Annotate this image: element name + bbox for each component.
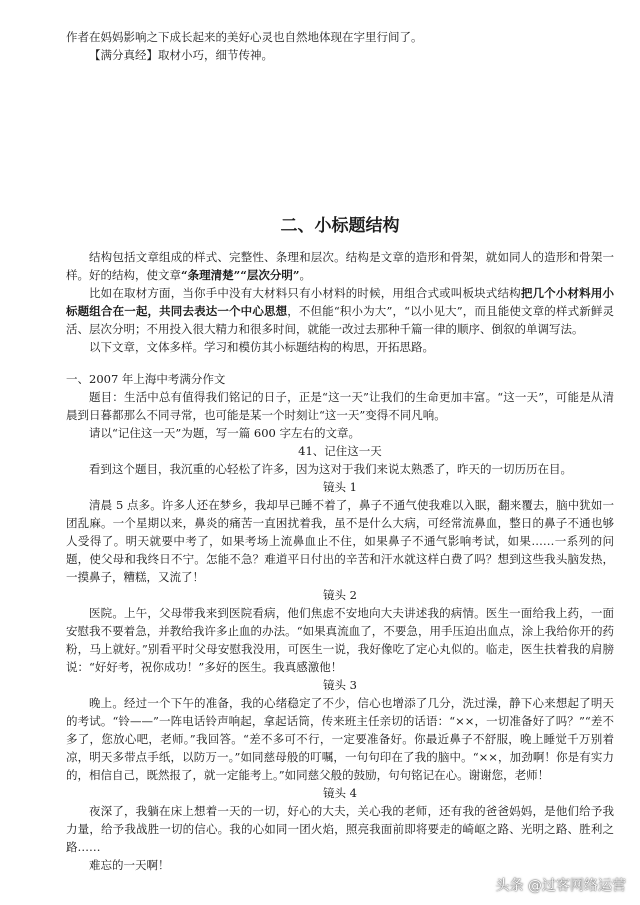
review-text: 取材小巧，细节传神。 xyxy=(158,48,273,62)
shot-text: 晚上。经过一个下午的准备，我的心绪稳定了不少，信心也增添了几分，洗过澡，静下心来想起了明天的考试。“铃——”一阵电话铃声响起，拿起话筒，传来班主任亲切的话语：“××，一切准备好了吗？”“差不多了，您放心吧，老师。”我回答。“差不多可不行，一定要准备好。你最近鼻子不舒服，晚上睡觉千万别着凉，明天多带点手纸，以防万一。”如同慈母般的叮嘱，一句句印在了我的脑中。“××，加劲啊！你是有实力的，相信自己，既然报了，就一定能考上。”如同慈父般的鼓励，句句铭记在心。谢谢您，老师！ xyxy=(66,696,614,782)
shot-label: 镜头 4 xyxy=(323,786,357,800)
para2-text: 比如在取材方面，当你手中没有大材料只有小材料的时候，用组合式或叫板块式结构 xyxy=(89,286,521,300)
section-title: 二、小标题结构 xyxy=(280,216,400,236)
watermark: 头条 @过客网络运营 xyxy=(495,878,626,894)
shot-label: 镜头 3 xyxy=(323,678,357,692)
shot-label: 镜头 1 xyxy=(323,480,357,494)
para2-end: ，不但能“积小为大”，“以小见大”，而且能使文章的样式新鲜灵活、层次分明；不用投入很大精力和很多时间，就能一改过去那种千篇一律的顺序、倒叙的单调写法。 xyxy=(66,304,614,336)
para1-emphasis: “条理清楚”“层次分明” xyxy=(181,268,300,282)
section-paragraph-2 xyxy=(66,284,614,338)
exam-heading: 一、2007 年上海中考满分作文 xyxy=(66,372,226,386)
essay-title: 41、记住这一天 xyxy=(298,444,382,458)
exam-request: 请以“记住这一天”为题，写一篇 600 字左右的文章。 xyxy=(89,426,361,440)
document-page xyxy=(66,28,614,874)
section-paragraph-3: 以下文章，文体多样。学习和模仿其小标题结构的构思，开拓思路。 xyxy=(89,340,434,354)
shot-label: 镜头 2 xyxy=(323,588,357,602)
essay-opening: 看到这个题目，我沉重的心轻松了许多，因为这对于我们来说太熟悉了，昨天的一切历历在目。 xyxy=(89,462,572,476)
section-paragraph-1 xyxy=(66,248,614,284)
essay-closing: 难忘的一天啊！ xyxy=(89,858,170,872)
para1-end: 。 xyxy=(299,268,311,282)
review-tag: 【满分真经】 xyxy=(89,48,158,62)
shot-text: 清晨 5 点多。许多人还在梦乡，我却早已睡不着了，鼻子不通气使我难以入眠，翻来覆去，脑中犹如一团乱麻。一个星期以来，鼻炎的痛苦一直困扰着我，虽不是什么大病，可经常流鼻血，整日的鼻子不通也够人受得了。明天就要中考了，如果考场上流鼻血止不住，如果鼻子不通气影响考试，如果……一系列的问题，使父母和我终日不宁。怎能不急？难道平日付出的辛苦和汗水就这样白费了吗？想到这些我头脑发热，一摸鼻子，糟糕，又流了！ xyxy=(66,498,614,584)
para1-text: 结构包括文章组成的样式、完整性、条理和层次。结构是文章的造形和骨架，就如同人的造形和骨架一样。好的结构，使文章 xyxy=(66,250,614,282)
review-line xyxy=(66,46,614,64)
para2-emphasis: 把几个小材料用小标题组合在一起，共同去表达一个中心思想 xyxy=(66,286,615,318)
intro-line: 作者在妈妈影响之下成长起来的美好心灵也自然地体现在字里行间了。 xyxy=(66,30,423,44)
shot-text: 夜深了，我躺在床上想着一天的一切，好心的大夫，关心我的老师，还有我的爸爸妈妈，是他们给予我力量，给予我战胜一切的信心。我的心如同一团火焰，照亮我面前即将要走的崎岖之路、光明之路、胜利之路…… xyxy=(66,804,614,854)
shot-text: 医院。上午，父母带我来到医院看病，他们焦虑不安地向大夫讲述我的病情。医生一面给我上药，一面安慰我不要着急，并教给我许多止血的办法。“如果真流血了，不要急，用手压迫出血点，涂上我给你开的药粉，马上就好。”别看平时父母安慰我没用，可医生一说，我好像吃了定心丸似的。临走，医生扶着我的肩膀说：“好好考，祝你成功！”多好的医生。我真感激他！ xyxy=(66,606,614,674)
exam-topic: 题目：生活中总有值得我们铭记的日子，正是“这一天”让我们的生命更加丰富。“这一天”，可能是从清晨到日暮都那么不同寻常，也可能是某一个时刻让“这一天”变得不同凡响。 xyxy=(66,390,614,422)
